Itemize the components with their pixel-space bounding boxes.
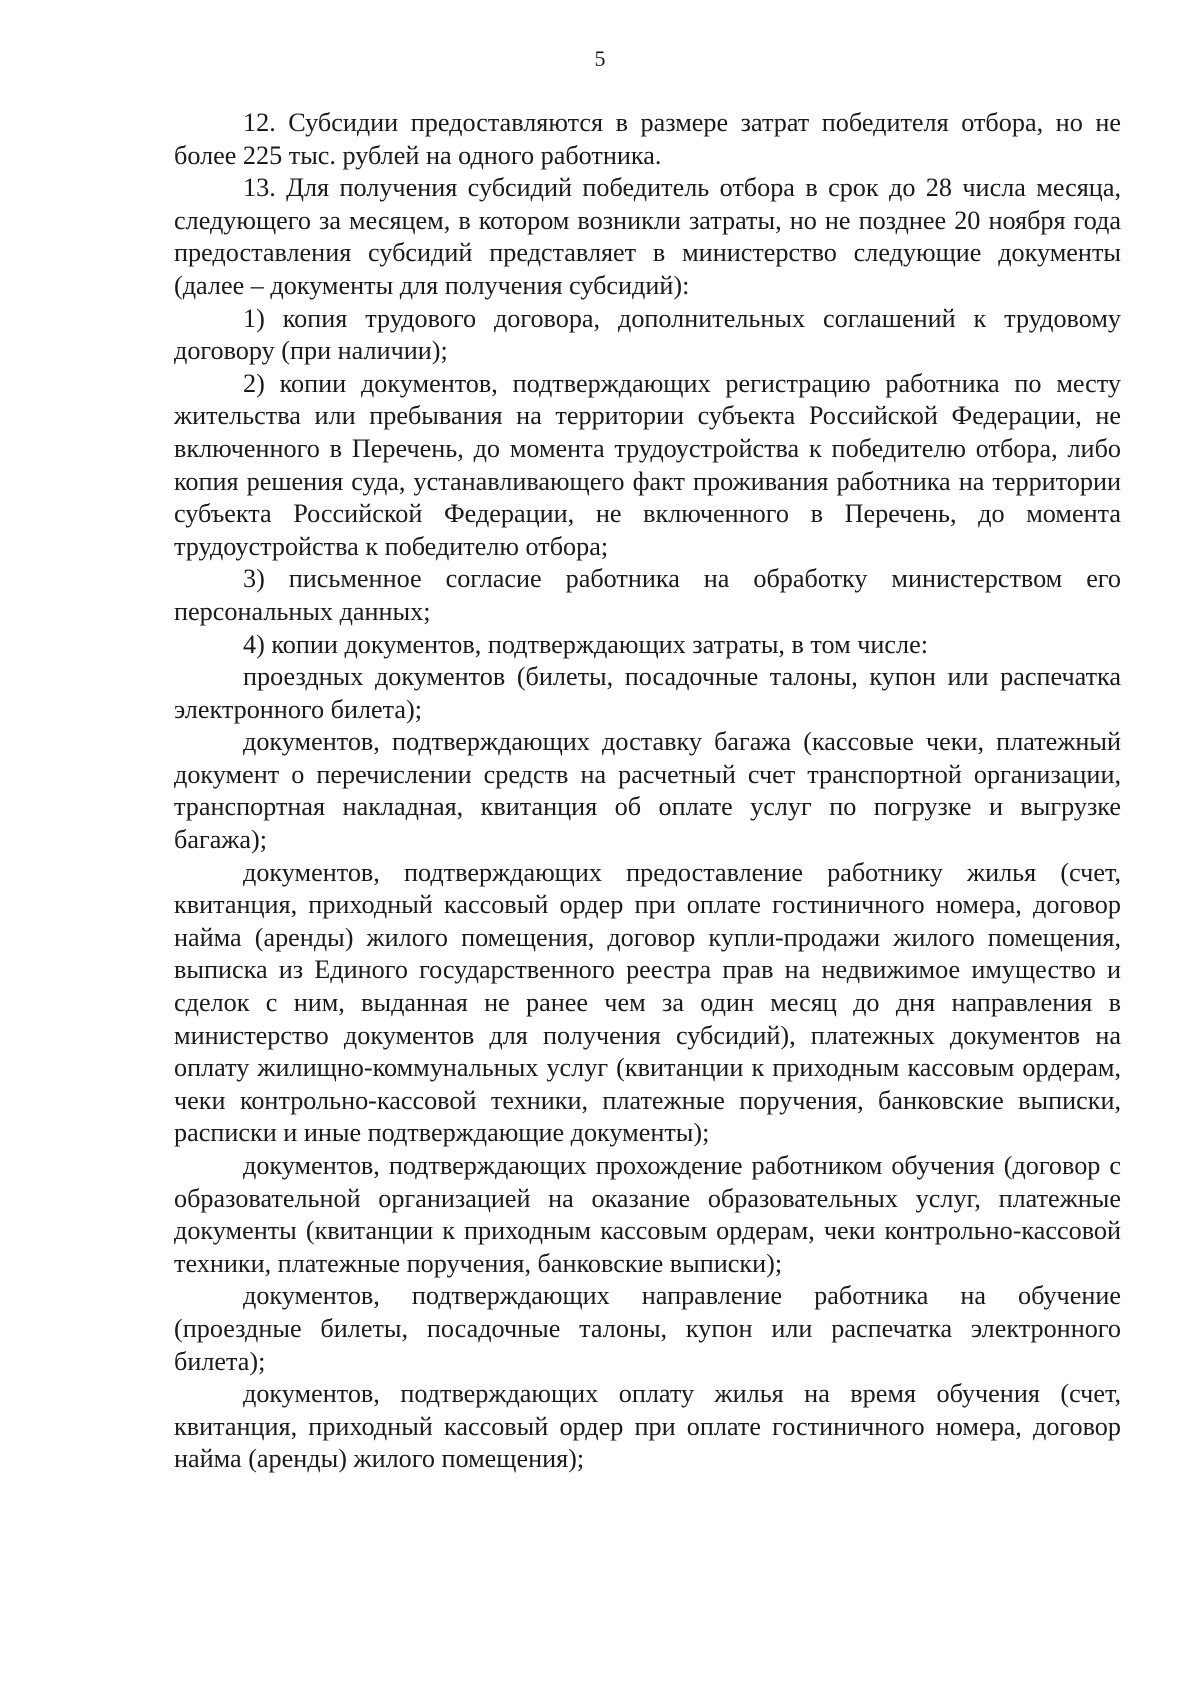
page-number: 5 [594, 46, 606, 71]
paragraph-12: 12. Субсидии предоставляются в размере затрат победителя отбора, но не более 225 тыс. рублей на одного работника. [174, 108, 1121, 170]
sub-item-training-travel-documents: документов, подтверждающих направление работника на обучение (проездные билеты, посадочные талоны, купон или распечатка электронного билета); [174, 1281, 1121, 1376]
sub-item-travel-documents: проездных документов (билеты, посадочные талоны, купон или распечатка электронного билета); [174, 662, 1121, 724]
list-item-4: 4) копии документов, подтверждающих затраты, в том числе: [243, 629, 929, 659]
sub-item-housing-documents: документов, подтверждающих предоставление работнику жилья (счет, квитанция, приходный кассовый ордер при оплате гостиничного номера, договор найма (аренды) жилого помещения, договор купли-продажи жилого помещения, выписка из Единого государственного реестра прав на недвижимое имущество и сделок с ним, выданная не ранее чем за один месяц до дня направления в министерство документов для получения субсидий), платежных документов на оплату жилищно-коммунальных услуг (квитанции к приходным кассовым ордерам, чеки контрольно-кассовой техники, платежные поручения, банковские выписки, расписки и иные подтверждающие документы); [174, 857, 1121, 1148]
sub-item-training-housing-documents: документов, подтверждающих оплату жилья на время обучения (счет, квитанция, приходный кассовый ордер при оплате гостиничного номера, договор найма (аренды) жилого помещения); [174, 1379, 1121, 1474]
sub-item-baggage-documents: документов, подтверждающих доставку багажа (кассовые чеки, платежный документ о перечислении средств на расчетный счет транспортной организации, транспортная накладная, квитанция об оплате услуг по погрузке и выгрузке багажа); [174, 727, 1121, 855]
list-item-2: 2) копии документов, подтверждающих регистрацию работника по месту жительства или пребывания на территории субъекта Российской Федерации, не включенного в Перечень, до момента трудоустройства к победителю отбора, либо копия решения суда, устанавливающего факт проживания работника на территории субъекта Российской Федерации, не включенного в Перечень, до момента трудоустройства к победителю отбора; [174, 368, 1121, 561]
list-item-1: 1) копия трудового договора, дополнительных соглашений к трудовому договору (при наличии); [174, 303, 1121, 366]
document-body [174, 107, 1121, 1476]
sub-item-training-documents: документов, подтверждающих прохождение работником обучения (договор с образовательной организацией на оказание образовательных услуг, платежные документы (квитанции к приходным кассовым ордерам, чеки контрольно-кассовой техники, платежные поручения, банковские выписки); [174, 1151, 1121, 1278]
paragraph-13: 13. Для получения субсидий победитель отбора в срок до 28 числа месяца, следующего за месяцем, в котором возникли затраты, но не позднее 20 ноября года предоставления субсидий представляет в министерство следующие документы (далее – документы для получения субсидий): [174, 173, 1121, 300]
list-item-3: 3) письменное согласие работника на обработку министерством его персональных данных; [174, 564, 1121, 626]
